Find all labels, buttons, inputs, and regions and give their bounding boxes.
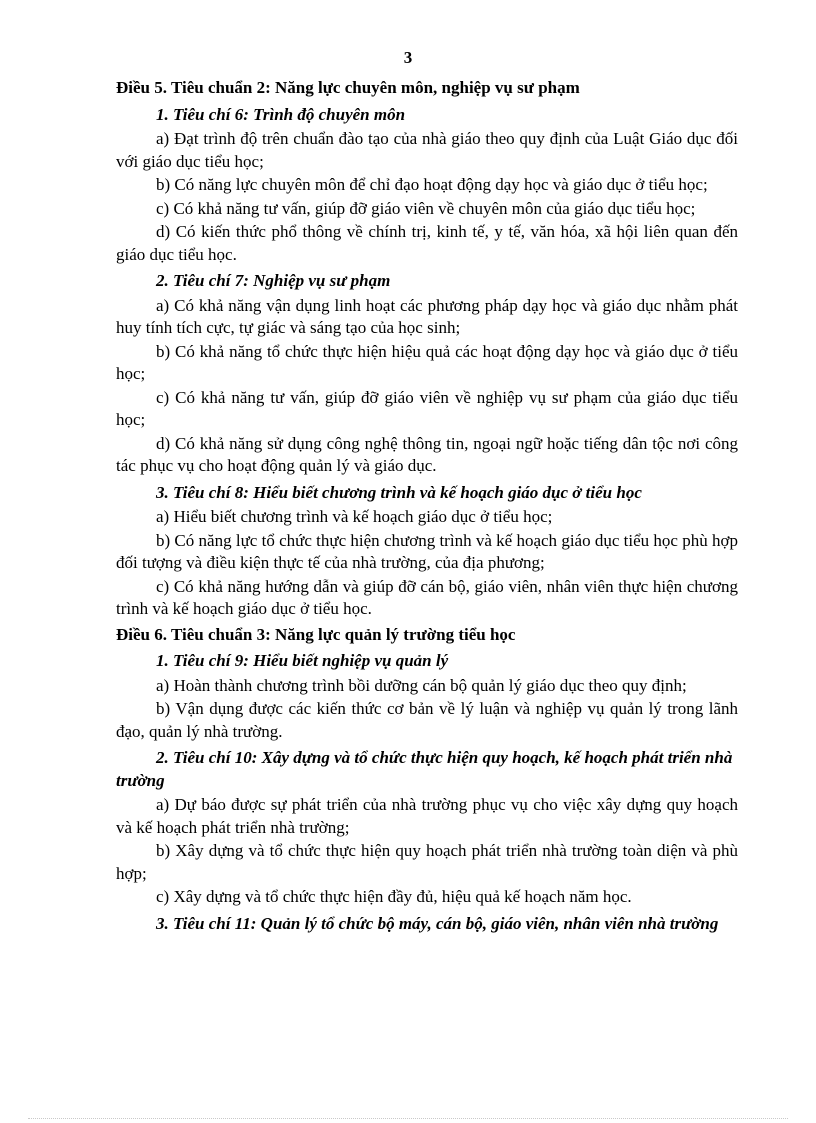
- clause-paragraph: b) Xây dựng và tổ chức thực hiện quy hoạch phát triển nhà trường toàn diện và phù hợp;: [116, 841, 738, 883]
- criterion-heading: 3. Tiêu chí 8: Hiểu biết chương trình và kế hoạch giáo dục ở tiểu học: [156, 482, 642, 502]
- clause-paragraph: c) Xây dựng và tổ chức thực hiện đầy đủ, hiệu quả kế hoạch năm học.: [156, 887, 632, 906]
- page-bottom-divider: [28, 1118, 788, 1119]
- clause-paragraph: b) Có năng lực chuyên môn để chỉ đạo hoạt động dạy học và giáo dục ở tiểu học;: [156, 175, 708, 194]
- clause-paragraph: c) Có khả năng tư vấn, giúp đỡ giáo viên về nghiệp vụ sư phạm của giáo dục tiểu học;: [116, 387, 738, 429]
- clause-paragraph: d) Có khả năng sử dụng công nghệ thông tin, ngoại ngữ hoặc tiếng dân tộc nơi công tác phục vụ cho hoạt động quản lý và giáo dục.: [116, 433, 738, 475]
- clause-paragraph: a) Hoàn thành chương trình bồi dưỡng cán bộ quản lý giáo dục theo quy định;: [156, 675, 687, 695]
- criterion-heading: 1. Tiêu chí 9: Hiểu biết nghiệp vụ quản lý: [156, 651, 449, 670]
- criterion-heading: 1. Tiêu chí 6: Trình độ chuyên môn: [156, 104, 406, 124]
- clause-paragraph: a) Dự báo được sự phát triển của nhà trường phục vụ cho việc xây dựng quy hoạch và kế hoạch phát triển nhà trường;: [116, 795, 738, 837]
- clause-paragraph: b) Có năng lực tổ chức thực hiện chương trình và kế hoạch giáo dục tiểu học phù hợp đối tượng và điều kiện thực tế của nhà trường, của địa phương;: [116, 530, 738, 572]
- criterion-heading: 3. Tiêu chí 11: Quản lý tổ chức bộ máy, cán bộ, giáo viên, nhân viên nhà trường: [156, 913, 719, 933]
- article-heading: Điều 6. Tiêu chuẩn 3: Năng lực quản lý trường tiểu học: [116, 624, 516, 644]
- document-body: [116, 74, 738, 937]
- clause-paragraph: c) Có khả năng hướng dẫn và giúp đỡ cán bộ, giáo viên, nhân viên thực hiện chương trình và kế hoạch giáo dục ở tiểu học.: [116, 576, 738, 618]
- article-heading: Điều 5. Tiêu chuẩn 2: Năng lực chuyên môn, nghiệp vụ sư phạm: [116, 78, 580, 97]
- clause-paragraph: a) Có khả năng vận dụng linh hoạt các phương pháp dạy học và giáo dục nhằm phát huy tính tích cực, tự giác và sáng tạo của học sinh;: [116, 295, 738, 337]
- clause-paragraph: b) Vận dụng được các kiến thức cơ bản về lý luận và nghiệp vụ quản lý trong lãnh đạo, quản lý nhà trường.: [116, 699, 738, 741]
- clause-paragraph: a) Hiểu biết chương trình và kế hoạch giáo dục ở tiểu học;: [156, 507, 553, 526]
- criterion-heading: 2. Tiêu chí 7: Nghiệp vụ sư phạm: [156, 271, 391, 290]
- clause-paragraph: a) Đạt trình độ trên chuẩn đào tạo của nhà giáo theo quy định của Luật Giáo dục đối với giáo dục tiểu học;: [116, 129, 738, 171]
- criterion-heading: 2. Tiêu chí 10: Xây dựng và tổ chức thực hiện quy hoạch, kế hoạch phát triển nhà trường: [116, 748, 733, 790]
- clause-paragraph: d) Có kiến thức phổ thông về chính trị, kinh tế, y tế, văn hóa, xã hội liên quan đến giáo dục tiểu học.: [116, 222, 738, 264]
- page-number: 3: [403, 48, 413, 67]
- clause-paragraph: b) Có khả năng tổ chức thực hiện hiệu quả các hoạt động dạy học và giáo dục ở tiểu học;: [116, 341, 738, 383]
- clause-paragraph: c) Có khả năng tư vấn, giúp đỡ giáo viên về chuyên môn của giáo dục tiểu học;: [156, 198, 696, 218]
